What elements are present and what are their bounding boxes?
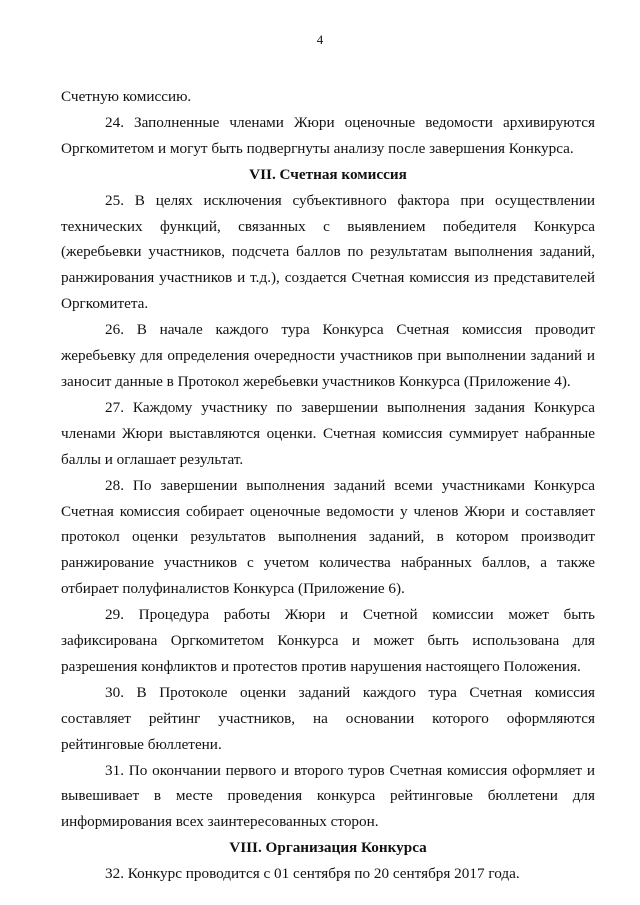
paragraph-27: 27. Каждому участнику по завершении выполнения задания Конкурса членами Жюри выставляются оценки. Счетная комиссия суммирует набранные баллы и оглашает результат.: [61, 398, 595, 468]
paragraph-25: 25. В целях исключения субъективного фактора при осуществлении технических функций, связанных с выявлением победителя Конкурса (жеребьевки участников, подсчета баллов по результатам выполнения заданий, ранжирования участников и т.д.), создается Счетная комиссия из представителей Оргкомитета.: [61, 191, 595, 313]
section-heading-8: VIII. Организация Конкурса: [229, 839, 427, 857]
paragraph-continuation: Счетную комиссию.: [61, 88, 192, 105]
paragraph-30: 30. В Протоколе оценки заданий каждого тура Счетная комиссия составляет рейтинг участников, на основании которого оформляются рейтинговые бюллетени.: [61, 683, 595, 753]
section-heading-7: VII. Счетная комиссия: [249, 165, 407, 183]
paragraph-28: 28. По завершении выполнения заданий всеми участниками Конкурса Счетная комиссия собирает оценочные ведомости у членов Жюри и составляет протокол оценки результатов выполнения заданий, в котором производит ранжирование участников с учетом количества набранных баллов, а также отбирает полуфиналистов Конкурса (Приложение 6).: [61, 476, 595, 598]
paragraph-29: 29. Процедура работы Жюри и Счетной комиссии может быть зафиксирована Оргкомитетом Конкурса и может быть использована для разрешения конфликтов и протестов против нарушения настоящего Положения.: [61, 606, 595, 675]
document-body: [61, 84, 595, 887]
paragraph-26: 26. В начале каждого тура Конкурса Счетная комиссия проводит жеребьевку для определения очередности участников при выполнении заданий и заносит данные в Протокол жеребьевки участников Конкурса (Приложение 4).: [61, 321, 595, 390]
paragraph-32: 32. Конкурс проводится с 01 сентября по 20 сентября 2017 года.: [105, 865, 520, 883]
paragraph-24: 24. Заполненные членами Жюри оценочные ведомости архивируются Оргкомитетом и могут быть подвергнуты анализу после завершения Конкурса.: [61, 113, 595, 157]
paragraph-31: 31. По окончании первого и второго туров Счетная комиссия оформляет и вывешивает в месте проведения конкурса рейтинговые бюллетени для информирования всех заинтересованных сторон.: [61, 761, 595, 831]
page-number: 4: [316, 32, 324, 47]
